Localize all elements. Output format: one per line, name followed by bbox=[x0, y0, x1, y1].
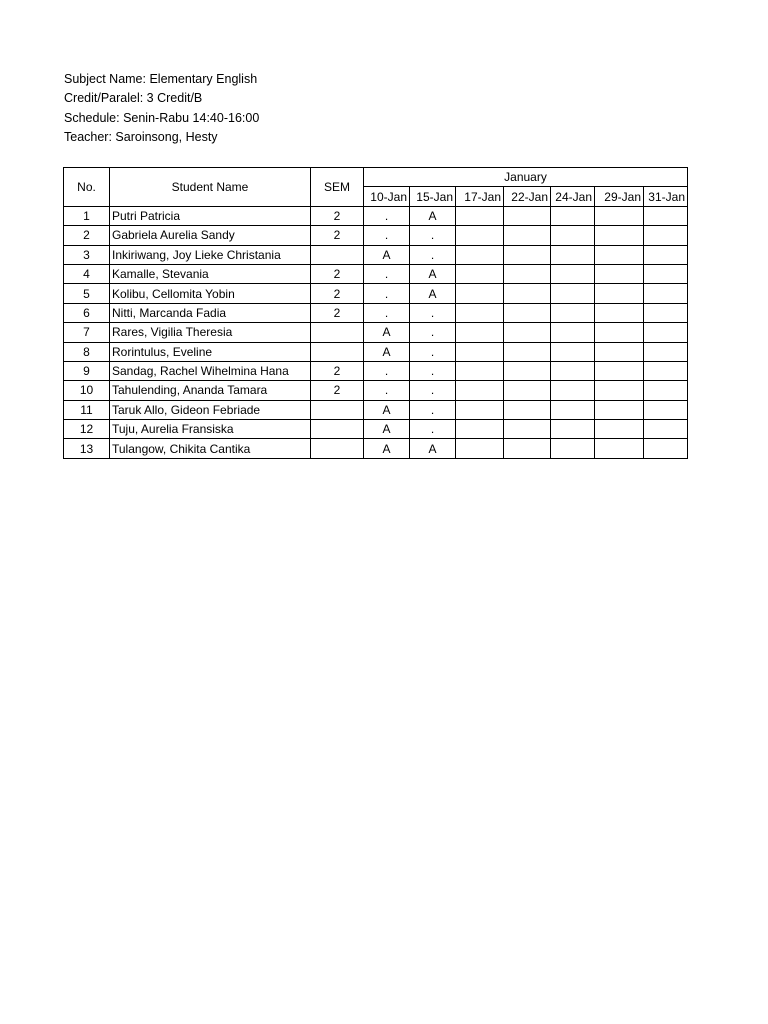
attendance-cell: . bbox=[364, 226, 410, 245]
student-name: Kamalle, Stevania bbox=[110, 264, 311, 283]
student-name: Inkiriwang, Joy Lieke Christania bbox=[110, 245, 311, 264]
row-sem: 2 bbox=[311, 361, 364, 380]
table-row bbox=[64, 284, 688, 303]
table-row bbox=[64, 439, 688, 458]
attendance-cell: . bbox=[364, 284, 410, 303]
table-row bbox=[64, 264, 688, 283]
student-name: Tuju, Aurelia Fransiska bbox=[110, 420, 311, 439]
row-number: 5 bbox=[64, 284, 110, 303]
attendance-cell bbox=[551, 206, 595, 225]
row-sem bbox=[311, 439, 364, 458]
row-number: 8 bbox=[64, 342, 110, 361]
row-number: 4 bbox=[64, 264, 110, 283]
attendance-cell bbox=[595, 303, 644, 322]
attendance-cell bbox=[595, 226, 644, 245]
attendance-cell bbox=[551, 400, 595, 419]
row-sem: 2 bbox=[311, 226, 364, 245]
attendance-cell bbox=[595, 206, 644, 225]
attendance-cell bbox=[504, 420, 551, 439]
table-row bbox=[64, 226, 688, 245]
teacher: Teacher: Saroinsong, Hesty bbox=[64, 129, 218, 144]
attendance-cell bbox=[595, 284, 644, 303]
attendance-cell: A bbox=[364, 439, 410, 458]
attendance-cell bbox=[504, 439, 551, 458]
attendance-cell bbox=[595, 361, 644, 380]
attendance-cell bbox=[644, 361, 688, 380]
row-number: 13 bbox=[64, 439, 110, 458]
attendance-cell: A bbox=[364, 400, 410, 419]
course-info bbox=[64, 70, 259, 147]
student-name: Tahulending, Ananda Tamara bbox=[110, 381, 311, 400]
attendance-cell: A bbox=[410, 439, 456, 458]
attendance-cell bbox=[456, 245, 504, 264]
row-sem bbox=[311, 323, 364, 342]
attendance-cell bbox=[551, 226, 595, 245]
attendance-cell bbox=[644, 206, 688, 225]
attendance-cell bbox=[456, 342, 504, 361]
attendance-cell bbox=[504, 284, 551, 303]
header-date: 10-Jan bbox=[364, 187, 410, 206]
attendance-cell bbox=[595, 342, 644, 361]
row-sem: 2 bbox=[311, 206, 364, 225]
attendance-cell bbox=[644, 226, 688, 245]
attendance-table bbox=[63, 167, 688, 459]
attendance-cell bbox=[504, 264, 551, 283]
attendance-cell: . bbox=[364, 264, 410, 283]
attendance-cell bbox=[644, 323, 688, 342]
attendance-cell bbox=[504, 245, 551, 264]
attendance-cell bbox=[456, 323, 504, 342]
attendance-cell: . bbox=[410, 226, 456, 245]
attendance-cell: A bbox=[364, 245, 410, 264]
attendance-cell bbox=[504, 361, 551, 380]
attendance-cell: A bbox=[410, 284, 456, 303]
row-number: 3 bbox=[64, 245, 110, 264]
row-number: 9 bbox=[64, 361, 110, 380]
row-number: 10 bbox=[64, 381, 110, 400]
attendance-cell bbox=[644, 400, 688, 419]
header-no: No. bbox=[64, 168, 110, 207]
attendance-cell bbox=[456, 284, 504, 303]
student-name: Sandag, Rachel Wihelmina Hana bbox=[110, 361, 311, 380]
attendance-cell bbox=[595, 245, 644, 264]
table-row bbox=[64, 323, 688, 342]
table-row bbox=[64, 245, 688, 264]
attendance-cell: A bbox=[410, 206, 456, 225]
attendance-cell bbox=[644, 342, 688, 361]
attendance-cell bbox=[456, 226, 504, 245]
attendance-cell: . bbox=[364, 361, 410, 380]
attendance-cell: . bbox=[410, 342, 456, 361]
attendance-cell bbox=[551, 420, 595, 439]
row-sem: 2 bbox=[311, 264, 364, 283]
table-row bbox=[64, 303, 688, 322]
attendance-cell bbox=[456, 206, 504, 225]
attendance-cell bbox=[644, 420, 688, 439]
row-sem: 2 bbox=[311, 284, 364, 303]
schedule: Schedule: Senin-Rabu 14:40-16:00 bbox=[64, 110, 260, 125]
attendance-cell: . bbox=[410, 323, 456, 342]
table-row bbox=[64, 420, 688, 439]
attendance-cell bbox=[456, 264, 504, 283]
header-date: 29-Jan bbox=[595, 187, 644, 206]
student-name: Rorintulus, Eveline bbox=[110, 342, 311, 361]
attendance-cell bbox=[456, 420, 504, 439]
attendance-cell bbox=[551, 342, 595, 361]
attendance-cell bbox=[551, 303, 595, 322]
subject-name: Subject Name: Elementary English bbox=[64, 72, 258, 86]
attendance-cell bbox=[644, 303, 688, 322]
row-number: 1 bbox=[64, 206, 110, 225]
attendance-cell bbox=[504, 303, 551, 322]
attendance-cell bbox=[644, 245, 688, 264]
attendance-cell bbox=[504, 206, 551, 225]
attendance-cell: A bbox=[364, 420, 410, 439]
header-student-name: Student Name bbox=[110, 168, 311, 207]
student-name: Putri Patricia bbox=[110, 206, 311, 225]
student-name: Nitti, Marcanda Fadia bbox=[110, 303, 311, 322]
row-sem: 2 bbox=[311, 381, 364, 400]
table-row bbox=[64, 381, 688, 400]
attendance-cell bbox=[551, 361, 595, 380]
attendance-cell bbox=[504, 342, 551, 361]
attendance-cell bbox=[551, 381, 595, 400]
table-row bbox=[64, 342, 688, 361]
row-number: 6 bbox=[64, 303, 110, 322]
attendance-cell: . bbox=[410, 400, 456, 419]
attendance-cell bbox=[504, 323, 551, 342]
attendance-cell bbox=[456, 381, 504, 400]
attendance-cell: A bbox=[410, 264, 456, 283]
header-date: 15-Jan bbox=[410, 187, 456, 206]
student-name: Rares, Vigilia Theresia bbox=[110, 323, 311, 342]
row-number: 11 bbox=[64, 400, 110, 419]
attendance-cell: . bbox=[410, 420, 456, 439]
attendance-cell: . bbox=[410, 381, 456, 400]
attendance-cell bbox=[504, 226, 551, 245]
attendance-cell bbox=[595, 439, 644, 458]
attendance-cell bbox=[456, 361, 504, 380]
attendance-cell bbox=[595, 264, 644, 283]
attendance-cell bbox=[595, 381, 644, 400]
attendance-cell bbox=[644, 381, 688, 400]
row-sem bbox=[311, 420, 364, 439]
attendance-cell bbox=[644, 264, 688, 283]
row-number: 12 bbox=[64, 420, 110, 439]
attendance-cell: . bbox=[364, 206, 410, 225]
header-sem: SEM bbox=[311, 168, 364, 207]
row-sem bbox=[311, 342, 364, 361]
row-sem: 2 bbox=[311, 303, 364, 322]
attendance-cell bbox=[504, 381, 551, 400]
credit-paralel: Credit/Paralel: 3 Credit/B bbox=[64, 91, 203, 106]
header-date: 31-Jan bbox=[644, 187, 688, 206]
attendance-cell: . bbox=[410, 303, 456, 322]
attendance-cell bbox=[551, 439, 595, 458]
attendance-cell: . bbox=[364, 303, 410, 322]
student-name: Tulangow, Chikita Cantika bbox=[110, 439, 311, 458]
row-number: 2 bbox=[64, 226, 110, 245]
attendance-cell bbox=[644, 284, 688, 303]
attendance-cell: A bbox=[364, 342, 410, 361]
header-month: January bbox=[364, 168, 688, 187]
table-row bbox=[64, 400, 688, 419]
attendance-cell bbox=[551, 245, 595, 264]
student-name: Kolibu, Cellomita Yobin bbox=[110, 284, 311, 303]
student-name: Gabriela Aurelia Sandy bbox=[110, 226, 311, 245]
attendance-cell bbox=[644, 439, 688, 458]
attendance-cell: A bbox=[364, 323, 410, 342]
header-date: 24-Jan bbox=[551, 187, 595, 206]
attendance-cell: . bbox=[410, 245, 456, 264]
attendance-cell bbox=[595, 420, 644, 439]
header-row-1 bbox=[64, 168, 688, 187]
table-row bbox=[64, 361, 688, 380]
attendance-cell: . bbox=[364, 381, 410, 400]
table-row bbox=[64, 206, 688, 225]
attendance-cell bbox=[551, 264, 595, 283]
attendance-cell: . bbox=[410, 361, 456, 380]
row-sem bbox=[311, 400, 364, 419]
attendance-cell bbox=[456, 400, 504, 419]
student-rows bbox=[64, 206, 688, 458]
attendance-cell bbox=[595, 323, 644, 342]
header-date: 17-Jan bbox=[456, 187, 504, 206]
row-sem bbox=[311, 245, 364, 264]
attendance-cell bbox=[504, 400, 551, 419]
attendance-cell bbox=[456, 439, 504, 458]
student-name: Taruk Allo, Gideon Febriade bbox=[110, 400, 311, 419]
row-number: 7 bbox=[64, 323, 110, 342]
header-date: 22-Jan bbox=[504, 187, 551, 206]
attendance-cell bbox=[551, 323, 595, 342]
attendance-cell bbox=[595, 400, 644, 419]
attendance-cell bbox=[551, 284, 595, 303]
attendance-cell bbox=[456, 303, 504, 322]
